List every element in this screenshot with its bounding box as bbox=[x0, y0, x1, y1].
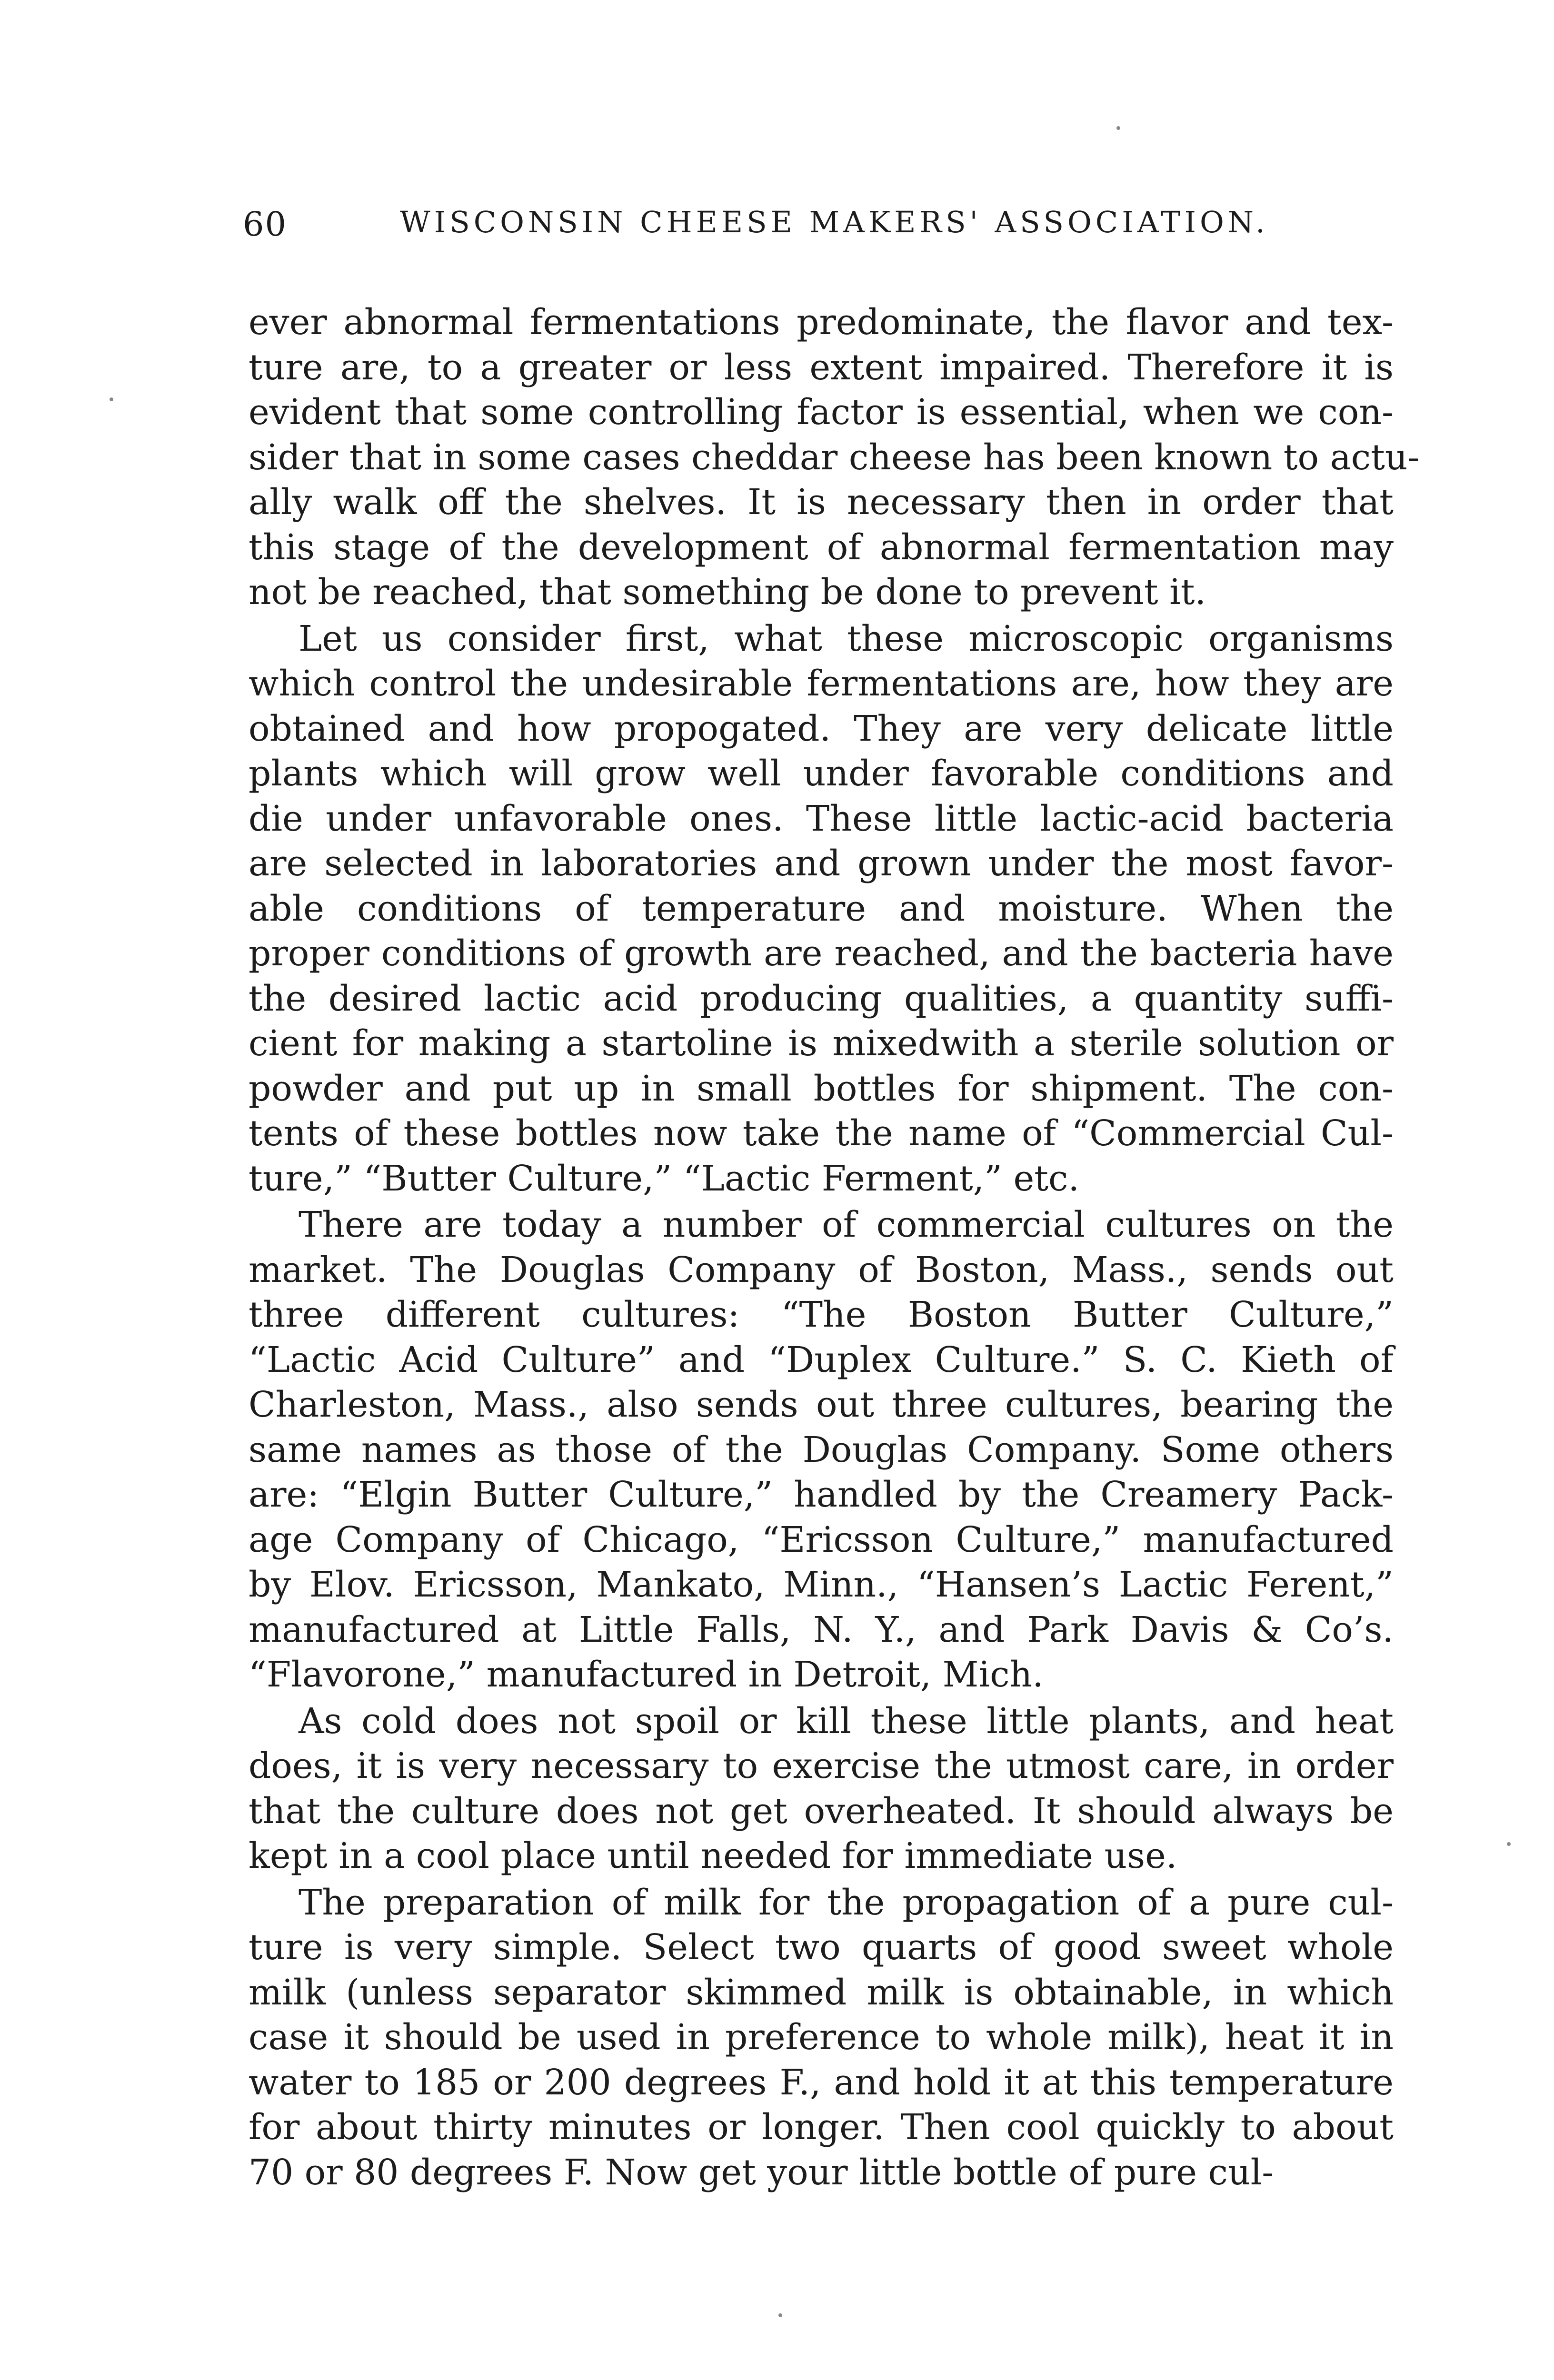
text-line: that the culture does not get overheated. It should always be bbox=[249, 1790, 1394, 1832]
text-line: by Elov. Ericsson, Mankato, Minn., “Hansen’s Lactic Ferent,” bbox=[249, 1564, 1394, 1605]
text-line: proper conditions of growth are reached, and the bacteria have bbox=[249, 933, 1394, 974]
text-line: evident that some controlling factor is essential, when we con- bbox=[249, 392, 1394, 433]
text-line: Let us consider first, what these microscopic organisms bbox=[299, 618, 1394, 659]
text-line: sider that in some cases cheddar cheese has been known to actu- bbox=[249, 436, 1420, 478]
text-line: the desired lactic acid producing qualities, a quantity suffi- bbox=[249, 978, 1394, 1019]
text-line: are: “Elgin Butter Culture,” handled by the Creamery Pack- bbox=[249, 1474, 1394, 1515]
text-line: The preparation of milk for the propagation of a pure cul- bbox=[299, 1882, 1394, 1923]
text-line: for about thirty minutes or longer. Then cool quickly to about bbox=[249, 2107, 1394, 2148]
paragraph bbox=[249, 616, 1394, 1201]
page-header bbox=[243, 205, 1395, 262]
text-line: “Flavorone,” manufactured in Detroit, Mich. bbox=[249, 1654, 1044, 1695]
text-line: powder and put up in small bottles for shipment. The con- bbox=[249, 1068, 1394, 1109]
text-line: ture are, to a greater or less extent impaired. Therefore it is bbox=[249, 347, 1394, 388]
text-line: cient for making a startoline is mixedwith a sterile solution or bbox=[249, 1023, 1394, 1064]
paragraph bbox=[249, 1699, 1394, 1879]
text-line: case it should be used in preference to whole milk), heat it in bbox=[249, 2017, 1394, 2058]
running-head: WISCONSIN CHEESE MAKERS' ASSOCIATION. bbox=[400, 205, 1269, 239]
text-line: not be reached, that something be done to prevent it. bbox=[249, 572, 1206, 613]
text-line: three different cultures: “The Boston Butter Culture,” bbox=[249, 1294, 1394, 1335]
text-line: There are today a number of commercial cultures on the bbox=[299, 1204, 1394, 1245]
text-line: kept in a cool place until needed for immediate use. bbox=[249, 1835, 1177, 1876]
text-line: water to 185 or 200 degrees F., and hold it at this temperature bbox=[249, 2062, 1394, 2103]
scan-speck bbox=[778, 2313, 782, 2317]
text-line: which control the undesirable fermentations are, how they are bbox=[249, 663, 1394, 704]
text-line: plants which will grow well under favorable conditions and bbox=[249, 753, 1394, 794]
text-line: same names as those of the Douglas Company. Some others bbox=[249, 1429, 1394, 1470]
body-text bbox=[249, 300, 1420, 2195]
text-line: obtained and how propogated. They are very delicate little bbox=[249, 708, 1394, 749]
paragraph bbox=[249, 300, 1420, 615]
scan-speck bbox=[110, 397, 113, 401]
scan-speck bbox=[1507, 1842, 1511, 1846]
page-number: 60 bbox=[243, 205, 288, 244]
text-line: market. The Douglas Company of Boston, Mass., sends out bbox=[249, 1249, 1394, 1290]
text-line: “Lactic Acid Culture” and “Duplex Culture.” S. C. Kieth of bbox=[249, 1339, 1394, 1380]
text-line: manufactured at Little Falls, N. Y., and Park Davis & Co’s. bbox=[249, 1609, 1394, 1650]
text-line: are selected in laboratories and grown under the most favor- bbox=[249, 843, 1394, 884]
text-line: 70 or 80 degrees F. Now get your little bottle of pure cul- bbox=[249, 2152, 1274, 2193]
text-line: ture,” “Butter Culture,” “Lactic Ferment,” etc. bbox=[249, 1158, 1079, 1199]
text-line: milk (unless separator skimmed milk is obtainable, in which bbox=[249, 1972, 1394, 2013]
text-line: ever abnormal fermentations predominate, the flavor and tex- bbox=[249, 302, 1394, 343]
paragraph bbox=[249, 1880, 1394, 2195]
text-line: ture is very simple. Select two quarts of good sweet whole bbox=[249, 1927, 1394, 1968]
text-line: this stage of the development of abnormal fermentation may bbox=[249, 526, 1394, 568]
text-line: able conditions of temperature and moisture. When the bbox=[249, 888, 1394, 929]
text-line: As cold does not spoil or kill these little plants, and heat bbox=[299, 1700, 1394, 1742]
text-line: Charleston, Mass., also sends out three cultures, bearing the bbox=[249, 1384, 1394, 1425]
paragraph bbox=[249, 1202, 1394, 1697]
text-line: tents of these bottles now take the name of “Commercial Cul- bbox=[249, 1113, 1394, 1154]
scan-speck bbox=[1116, 126, 1120, 130]
text-line: ally walk off the shelves. It is necessary then in order that bbox=[249, 482, 1394, 523]
text-line: does, it is very necessary to exercise the utmost care, in order bbox=[249, 1745, 1394, 1786]
text-line: die under unfavorable ones. These little lactic-acid bacteria bbox=[249, 798, 1394, 839]
text-line: age Company of Chicago, “Ericsson Culture,” manufactured bbox=[249, 1519, 1394, 1560]
